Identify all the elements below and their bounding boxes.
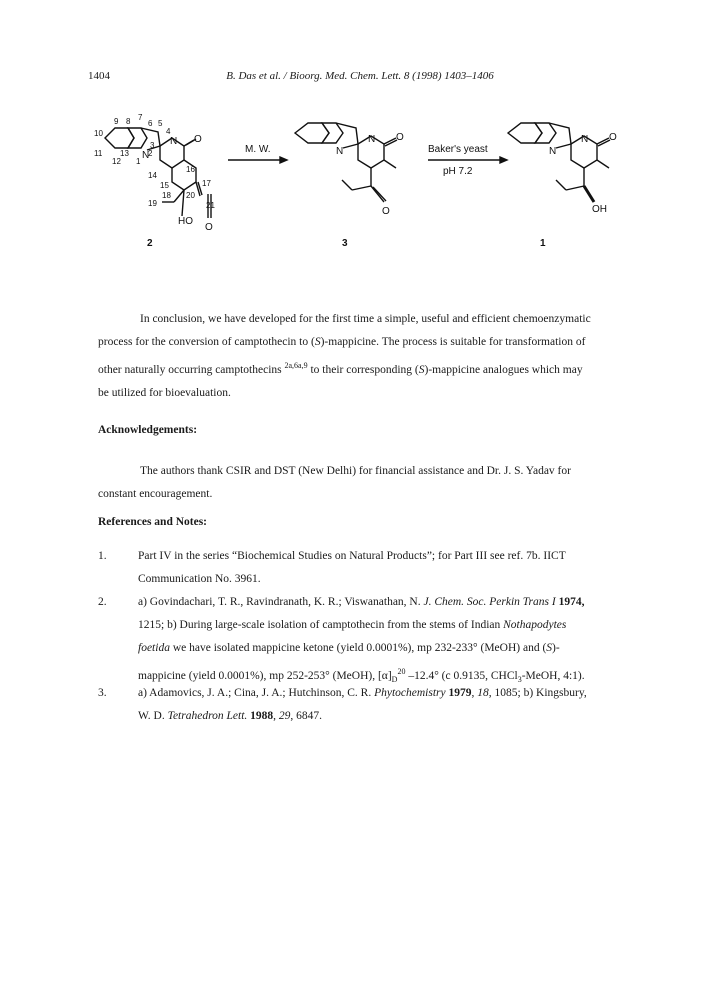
running-header-citation: B. Das et al. / Bioorg. Med. Chem. Lett. 8 (1998) 1403–1406 (226, 70, 494, 82)
atom-number: 12 (112, 157, 121, 166)
reference-item (98, 591, 638, 691)
oxygen-label: O (609, 132, 617, 143)
conclusion-paragraph (98, 308, 638, 405)
arrow-2-label-bottom: pH 7.2 (443, 166, 473, 177)
nitrogen-label: N (549, 146, 557, 157)
atom-number: 5 (158, 119, 163, 128)
oxygen-label: O (382, 206, 390, 217)
para1-line1: In conclusion, we have developed for the first time a simple, useful and efficient chemoenzymatic (140, 313, 591, 325)
nitrogen-label: N (170, 136, 178, 147)
compound-3-label: 3 (342, 238, 348, 249)
reference-line: Communication No. 3961. (138, 573, 261, 585)
nitrogen-label: N (142, 150, 150, 161)
atom-number: 10 (94, 129, 103, 138)
reference-item (98, 682, 638, 728)
reference-line: foetida we have isolated mappicine ketone (yield 0.0001%), mp 232-233° (MeOH) and (S)- (138, 642, 560, 654)
atom-number: 2 (148, 149, 153, 158)
ack-line1: The authors thank CSIR and DST (New Delhi) for financial assistance and Dr. J. S. Yadav for (140, 465, 571, 477)
atom-number: 20 (186, 191, 195, 200)
page-number: 1404 (88, 70, 110, 82)
compound-1-label: 1 (540, 238, 546, 249)
nitrogen-label: N (368, 134, 376, 145)
arrow-1-label: M. W. (245, 144, 271, 155)
reference-line: Part IV in the series “Biochemical Studies on Natural Products”; for Part III see ref. 7b. IICT (138, 550, 566, 562)
reference-item (98, 545, 638, 591)
atom-number: 16 (186, 165, 195, 174)
atom-number: 4 (166, 127, 171, 136)
scheme-svg (90, 98, 650, 268)
oxygen-label: O (194, 134, 202, 145)
para1-line2: process for the conversion of camptothecin to (S)-mappicine. The process is suitable for transformation of (98, 336, 586, 348)
reference-number: 3. (98, 687, 107, 699)
atom-number: 1 (136, 157, 141, 166)
hydroxyl-label: OH (592, 204, 607, 215)
hydroxyl-label: HO (178, 216, 193, 227)
reference-number: 2. (98, 596, 107, 608)
atom-number: 15 (160, 181, 169, 190)
compound-3-structure (295, 123, 397, 202)
reaction-scheme (90, 98, 650, 268)
nitrogen-label: N (581, 134, 589, 145)
para1-line3: other naturally occurring camptothecins $^{2a,6a,9}$ to their corresponding (S)-mappicine analogues which may (98, 361, 583, 376)
atom-number: 9 (114, 117, 119, 126)
atom-number: 17 (202, 179, 211, 188)
nitrogen-label: N (336, 146, 344, 157)
reference-line: 1215; b) During large-scale isolation of camptothecin from the stems of Indian Nothapodytes (138, 619, 567, 631)
reference-line: mappicine (yield 0.0001%), mp 252-253° (MeOH), $[\alpha]_D^{20}$ –12.4° (c 0.9135, CHCl$_3$-MeOH, 4:1). (138, 667, 585, 685)
compound-1-structure (508, 123, 610, 202)
oxygen-label: O (396, 132, 404, 143)
atom-number: 11 (94, 149, 103, 158)
atom-number: 14 (148, 171, 157, 180)
atom-number: 21 (206, 201, 215, 210)
atom-number: 8 (126, 117, 131, 126)
reference-line: W. D. Tetrahedron Lett. 1988, 29, 6847. (138, 710, 323, 722)
oxygen-label: O (205, 222, 213, 233)
acknowledgements-paragraph (98, 460, 638, 506)
reference-line: a) Adamovics, J. A.; Cina, J. A.; Hutchinson, C. R. Phytochemistry 1979, 18, 1085; b) Kingsbury, (138, 687, 587, 699)
ack-line2: constant encouragement. (98, 488, 213, 500)
acknowledgements-heading: Acknowledgements: (98, 424, 198, 436)
reference-number: 1. (98, 550, 107, 562)
atom-number: 6 (148, 119, 153, 128)
para1-line4: be utilized for bioevaluation. (98, 386, 231, 399)
references-heading: References and Notes: (98, 516, 208, 528)
atom-number: 18 (162, 191, 171, 200)
atom-number: 13 (120, 149, 129, 158)
arrow-2-label-top: Baker's yeast (428, 144, 488, 155)
compound-2-label: 2 (147, 238, 153, 249)
atom-number: 7 (138, 113, 143, 122)
atom-number: 3 (150, 141, 155, 150)
atom-number: 19 (148, 199, 157, 208)
reference-line: a) Govindachari, T. R., Ravindranath, K. R.; Viswanathan, N. J. Chem. Soc. Perkin Trans I 1974, (138, 596, 585, 608)
